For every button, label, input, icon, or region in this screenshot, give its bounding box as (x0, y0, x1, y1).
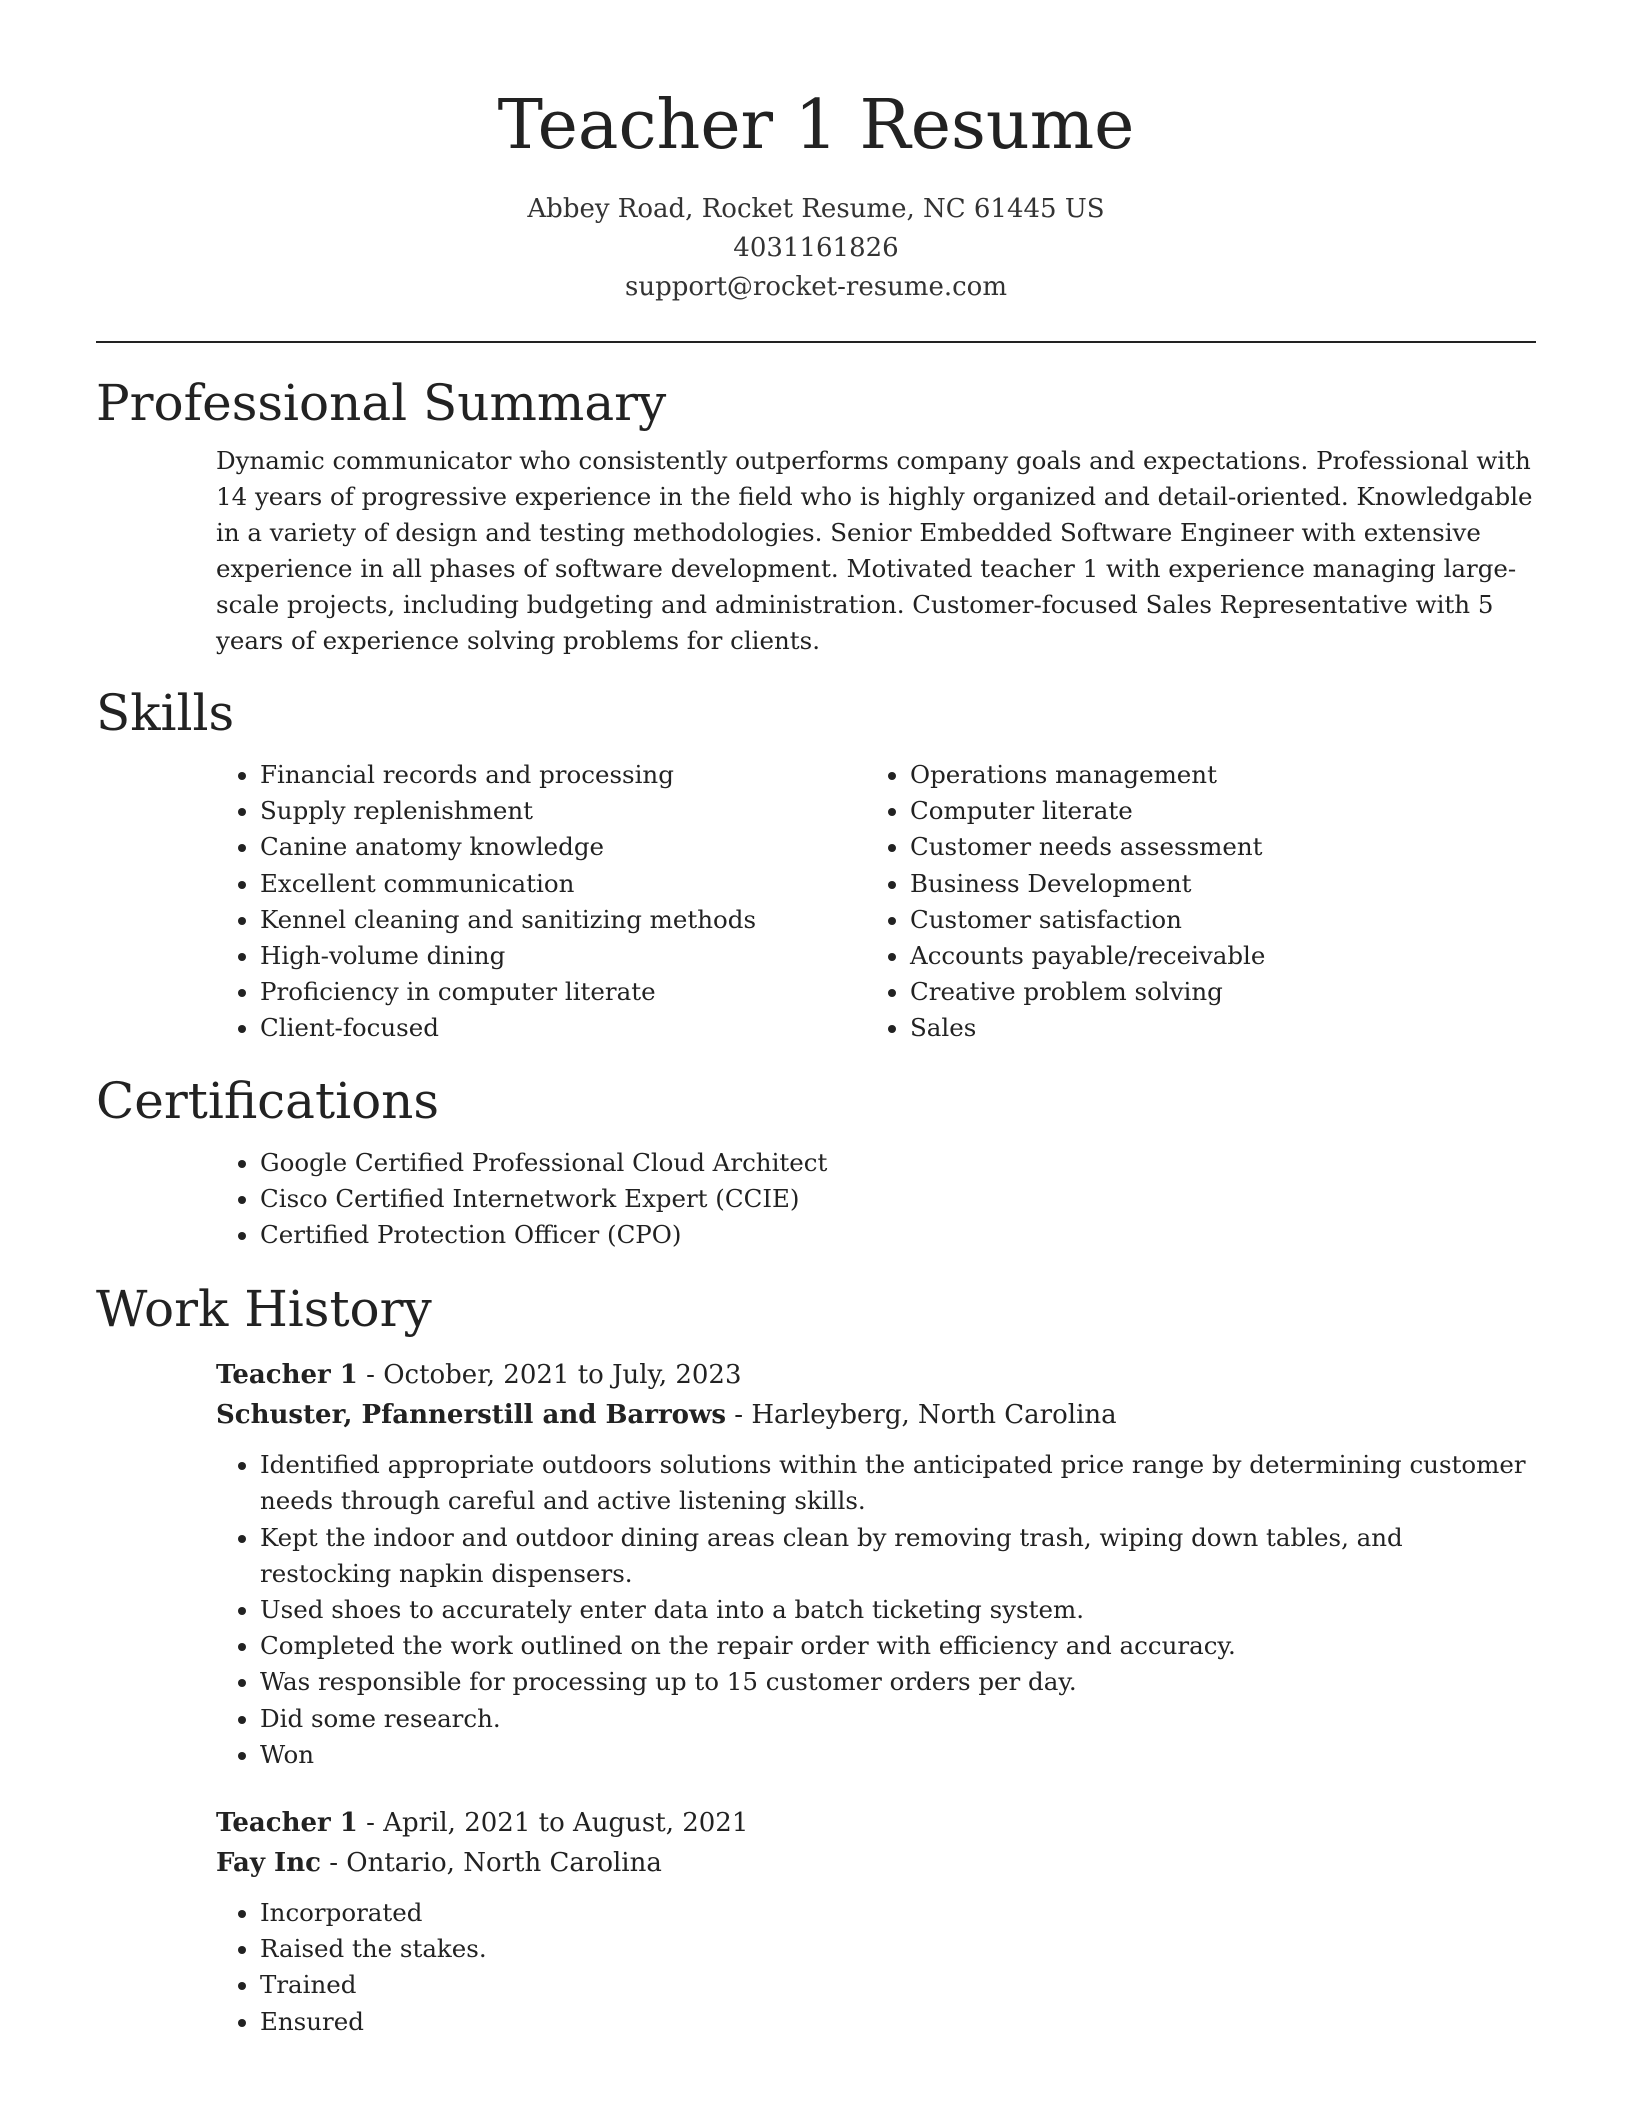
job-dates: - October, 2021 to July, 2023 (357, 1360, 742, 1391)
certifications-title: Certifications (96, 1071, 440, 1130)
skills-title: Skills (96, 684, 235, 742)
contact-email: support@rocket-resume.com (624, 272, 1007, 302)
job-entry (216, 1803, 1536, 2040)
contact-phone: 4031161826 (733, 233, 899, 263)
skills-list-left (216, 757, 866, 1047)
list-item: • Computer literate (910, 793, 1516, 829)
list-item: • Proficiency in computer literate (260, 974, 866, 1010)
list-item: • Trained (260, 1967, 1536, 2003)
job-bullets (216, 1447, 1536, 1773)
job-company: Schuster, Pfannerstill and Barrows (216, 1400, 727, 1431)
contact-block (96, 190, 1536, 307)
list-item: • Did some research. (260, 1701, 1536, 1737)
list-item: • Used shoes to accurately enter data into a batch ticketing system. (260, 1592, 1536, 1628)
work-history-title: Work History (96, 1280, 432, 1339)
list-item: • Ensured (260, 2004, 1536, 2040)
list-item: • Certified Protection Officer (CPO) (260, 1217, 1536, 1253)
list-item: • Sales (910, 1010, 1516, 1046)
job-role-line (216, 1355, 1536, 1395)
list-item: • Was responsible for processing up to 15 customer orders per day. (260, 1664, 1536, 1700)
list-item: • Canine anatomy knowledge (260, 829, 866, 865)
list-item: • Kept the indoor and outdoor dining areas clean by removing trash, wiping down tables, and restocking napkin dispensers. (260, 1520, 1536, 1592)
job-role: Teacher 1 (216, 1360, 358, 1391)
list-item: • Identified appropriate outdoors solutions within the anticipated price range by determining customer needs through careful and active listening skills. (260, 1447, 1536, 1519)
summary-section (96, 373, 1536, 659)
summary-text: Dynamic communicator who consistently outperforms company goals and expectations. Professional with 14 years of progressive experience in the field who is highly organized and detail-oriented. Knowledgable in a variety of design and testing methodologies. Senior Embedded Software Engineer with extensive experience in all phases of software development. Motivated teacher 1 with experience managing large-scale projects, including budgeting and administration. Customer-focused Sales Representative with 5 years of experience solving problems for clients. (216, 446, 1533, 655)
list-item: • Accounts payable/receivable (910, 938, 1516, 974)
list-item: • Won (260, 1737, 1536, 1773)
job-company-line (216, 1843, 1536, 1883)
resume-name: Teacher 1 Resume (497, 86, 1135, 165)
list-item: • Completed the work outlined on the repair order with efficiency and accuracy. (260, 1628, 1536, 1664)
list-item: • Client-focused (260, 1010, 866, 1046)
certifications-section (96, 1071, 1536, 1254)
list-item: • Customer satisfaction (910, 902, 1516, 938)
contact-address: Abbey Road, Rocket Resume, NC 61445 US (527, 194, 1105, 224)
header-divider (96, 341, 1536, 343)
summary-title: Professional Summary (96, 374, 667, 432)
list-item: • Business Development (910, 866, 1516, 902)
job-company-line (216, 1395, 1536, 1435)
list-item: • Raised the stakes. (260, 1931, 1536, 1967)
list-item: • High-volume dining (260, 938, 866, 974)
resume-header (96, 0, 1536, 307)
list-item: • Supply replenishment (260, 793, 866, 829)
skills-section (96, 683, 1536, 1047)
job-location: - Ontario, North Carolina (320, 1848, 662, 1879)
list-item: • Excellent communication (260, 866, 866, 902)
job-role: Teacher 1 (216, 1808, 358, 1839)
list-item: • Kennel cleaning and sanitizing methods (260, 902, 866, 938)
job-dates: - April, 2021 to August, 2021 (357, 1808, 749, 1839)
work-history-section (96, 1279, 1536, 2040)
job-role-line (216, 1803, 1536, 1843)
skills-list-right (866, 757, 1516, 1047)
list-item: • Creative problem solving (910, 974, 1516, 1010)
list-item: • Incorporated (260, 1895, 1536, 1931)
list-item: • Customer needs assessment (910, 829, 1516, 865)
list-item: • Operations management (910, 757, 1516, 793)
list-item: • Financial records and processing (260, 757, 866, 793)
job-entry (216, 1355, 1536, 1773)
job-bullets (216, 1895, 1536, 2040)
list-item: • Cisco Certified Internetwork Expert (CCIE) (260, 1181, 1536, 1217)
job-location: - Harleyberg, North Carolina (726, 1400, 1117, 1431)
list-item: • Google Certified Professional Cloud Architect (260, 1145, 1536, 1181)
certifications-list (216, 1145, 1536, 1254)
job-company: Fay Inc (216, 1848, 321, 1879)
